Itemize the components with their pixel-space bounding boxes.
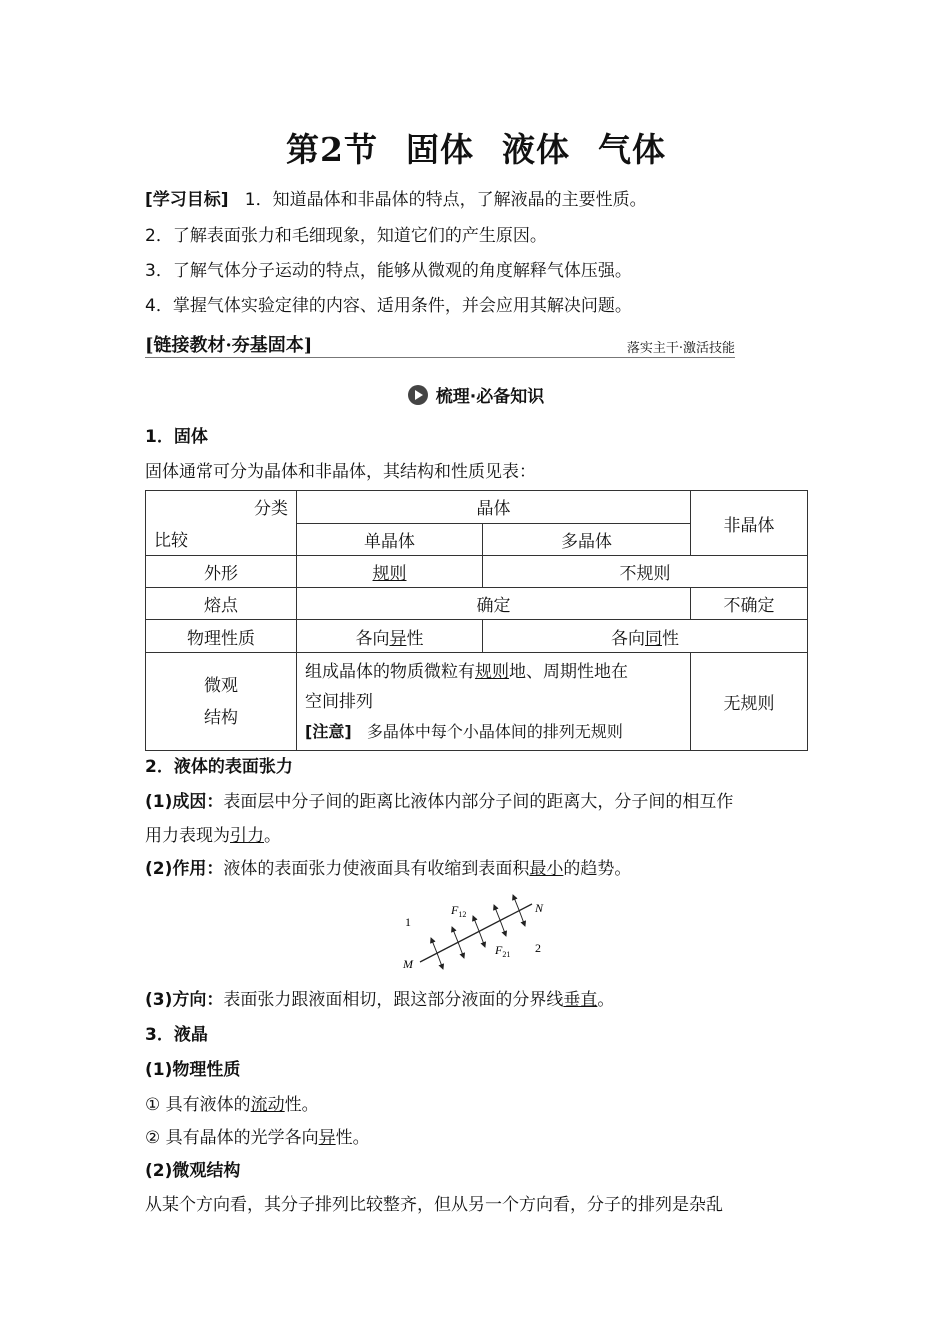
micro-label-2: 结构: [204, 707, 238, 728]
effect-text: 液体的表面张力使液面具有收缩到表面积: [223, 859, 530, 879]
header-crystal: 晶体: [297, 491, 691, 524]
header-single: 单晶体: [297, 523, 483, 556]
note-label: [注意]: [305, 721, 352, 741]
title-gas: 气体: [597, 130, 666, 169]
cause-end: 。: [264, 826, 281, 846]
lc-prop-1: [145, 1092, 807, 1118]
physical-rest-pre: 各向: [611, 628, 645, 649]
cause-line2-pre: 用力表现为: [145, 826, 230, 846]
micro-amorphous: 无规则: [691, 653, 808, 751]
label-F21: [494, 943, 510, 959]
physical-rest-u: 同: [645, 628, 662, 649]
play-icon: [408, 385, 428, 405]
section-banner: [145, 331, 735, 358]
cause-text: 表面层中分子间的距离比液体内部分子间的距离大，分子间的相互作: [223, 792, 734, 812]
physical-single: [297, 620, 483, 653]
note-text: 多晶体中每个小晶体间的排列无规则: [366, 721, 623, 741]
table-row: [146, 556, 808, 588]
lc-heading: 3．液晶: [145, 1025, 208, 1045]
shape-rest: 不规则: [483, 556, 808, 588]
lc-prop-heading: (1)物理性质: [145, 1060, 241, 1080]
row-label-melting: 熔点: [146, 588, 297, 620]
lc-micro-heading: (2)微观结构: [145, 1161, 241, 1181]
dir-text: 表面张力跟液面相切，跟这部分液面的分界线: [223, 990, 564, 1010]
prop1-underline: 流动: [250, 1095, 285, 1115]
banner-left: [链接教材·夯基固本]: [145, 335, 313, 356]
section-heading: [145, 382, 807, 407]
prop2-underline: 异: [318, 1128, 336, 1148]
table-row: [146, 653, 808, 751]
dir-end: 。: [597, 990, 615, 1010]
objective-3: 3．了解气体分子运动的特点，能够从微观的角度解释气体压强。: [145, 261, 632, 281]
table-corner-cell: [146, 491, 297, 556]
label-F12: [450, 903, 466, 919]
dir-label: (3)方向：: [145, 990, 224, 1010]
header-amorphous: 非晶体: [691, 491, 808, 556]
f21-sub: 21: [502, 950, 511, 959]
objective-2: 2．了解表面张力和毛细现象，知道它们的产生原因。: [145, 226, 547, 246]
physical-single-u: 异: [389, 628, 407, 649]
row-label-shape: 外形: [146, 556, 297, 588]
label-1: 1: [405, 915, 411, 929]
tension-direction: [145, 987, 807, 1013]
effect-label: (2)作用：: [145, 859, 224, 879]
cause-underline: 引力: [230, 826, 264, 846]
f21-main: F: [495, 943, 503, 957]
section-heading-text: 梳理·必备知识: [435, 387, 545, 407]
dir-underline: 垂直: [563, 990, 598, 1010]
tension-heading: 2．液体的表面张力: [145, 757, 293, 777]
label-2: 2: [535, 941, 541, 955]
micro-line-1: [305, 657, 690, 687]
banner-right: 落实主干·激活技能: [626, 341, 735, 356]
effect-end: 的趋势。: [563, 859, 632, 879]
tension-cause: [145, 789, 807, 815]
micro-text-pre: 组成晶体的物质微粒有: [305, 661, 475, 682]
page-title: [145, 124, 807, 171]
row-label-micro: [146, 653, 297, 751]
lc-prop-2: [145, 1125, 807, 1151]
label-M: M: [403, 957, 413, 971]
tension-effect: [145, 856, 807, 882]
melting-crystal: 确定: [297, 588, 691, 620]
header-poly: 多晶体: [483, 523, 691, 556]
physical-rest: [483, 620, 808, 653]
effect-underline: 最小: [529, 859, 564, 879]
micro-label-1: 微观: [204, 675, 238, 696]
cause-label: (1)成因：: [145, 792, 224, 812]
objective-4: 4．掌握气体实验定律的内容、适用条件，并会应用其解决问题。: [145, 296, 632, 316]
lc-micro-text: 从某个方向看，其分子排列比较整齐，但从另一个方向看，分子的排列是杂乱: [145, 1195, 723, 1215]
title-solid: 固体: [405, 130, 474, 169]
solid-heading: 1．固体: [145, 427, 208, 447]
micro-text-u: 规则: [475, 661, 509, 682]
title-section: 第2节: [286, 130, 378, 169]
row-label-physical: 物理性质: [146, 620, 297, 653]
physical-rest-post: 性: [662, 628, 679, 649]
f12-sub: 12: [458, 910, 467, 919]
shape-single: 规则: [372, 564, 407, 584]
solid-intro: 固体通常可分为晶体和非晶体，其结构和性质见表：: [145, 462, 536, 482]
physical-single-post: 性: [406, 628, 424, 649]
corner-bottom: 比较: [154, 531, 188, 551]
objective-text: 1．知道晶体和非晶体的特点，了解液晶的主要性质。: [244, 190, 647, 210]
table-row: [146, 620, 808, 653]
micro-note: [305, 717, 690, 747]
prop1-post: 性。: [284, 1095, 319, 1115]
table-row: [146, 588, 808, 620]
solid-table: [145, 490, 808, 751]
micro-crystal: [297, 653, 691, 751]
title-liquid: 液体: [501, 130, 570, 169]
melting-amorphous: 不确定: [691, 588, 808, 620]
corner-top: 分类: [254, 499, 288, 519]
f12-main: F: [451, 903, 459, 917]
micro-text-post: 地、周期性地在: [509, 661, 628, 682]
prop1-pre: ① 具有液体的: [145, 1095, 251, 1115]
prop2-post: 性。: [335, 1128, 370, 1148]
objectives-label: [学习目标]: [145, 190, 229, 210]
surface-tension-figure: [395, 890, 555, 975]
micro-line-2: 空间排列: [305, 691, 373, 712]
label-N: N: [535, 901, 544, 915]
physical-single-pre: 各向: [355, 628, 390, 649]
prop2-pre: ② 具有晶体的光学各向: [145, 1128, 319, 1148]
objective-1: [145, 187, 807, 213]
tension-cause-2: [145, 823, 807, 849]
